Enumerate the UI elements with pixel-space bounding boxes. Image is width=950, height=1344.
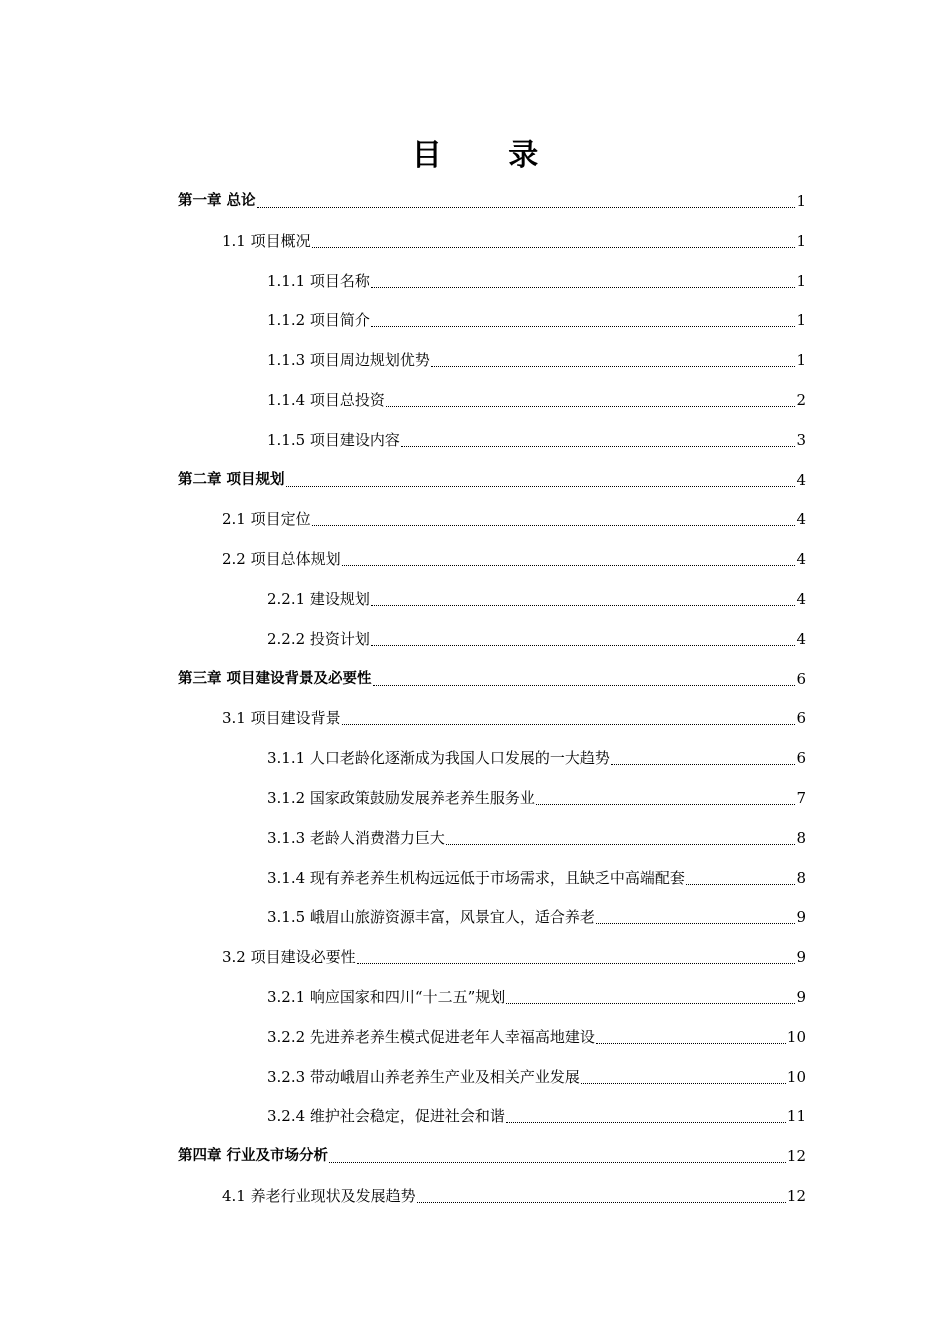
toc-entry-label: 第四章 行业及市场分析 <box>178 1148 329 1165</box>
toc-leader-dots <box>257 206 796 208</box>
toc-entry-page-number: 4 <box>796 629 806 648</box>
toc-leader-dots <box>286 485 796 487</box>
toc-entry[interactable] <box>222 539 806 579</box>
toc-entry-label: 1.1.5 项目建设内容 <box>267 430 400 449</box>
toc-entry-label: 1.1.1 项目名称 <box>267 271 370 290</box>
toc-entry[interactable] <box>267 1017 806 1057</box>
toc-leader-dots <box>342 723 796 725</box>
toc-entry-label: 3.2 项目建设必要性 <box>222 948 356 967</box>
toc-entry[interactable] <box>178 460 806 500</box>
toc-leader-dots <box>342 564 796 566</box>
toc-entry[interactable] <box>222 499 806 539</box>
toc-entry-page-number: 10 <box>786 1067 806 1086</box>
toc-entry-label: 2.2.2 投资计划 <box>267 629 370 648</box>
toc-leader-dots <box>431 365 796 367</box>
toc-entry-page-number: 1 <box>796 351 806 370</box>
toc-entry[interactable] <box>178 659 806 699</box>
toc-entry-label: 第一章 总论 <box>178 193 256 209</box>
toc-entry[interactable] <box>267 1057 806 1097</box>
toc-leader-dots <box>596 922 796 924</box>
toc-entry[interactable] <box>267 818 806 858</box>
toc-entry-label: 1.1.3 项目周边规划优势 <box>267 351 430 370</box>
toc-entry-label: 3.1.2 国家政策鼓励发展养老养生服务业 <box>267 789 535 807</box>
toc-entry[interactable] <box>222 937 806 977</box>
toc-entry[interactable] <box>222 698 806 738</box>
toc-entry[interactable] <box>267 420 806 460</box>
toc-entry-page-number: 10 <box>786 1027 806 1046</box>
toc-entry[interactable] <box>178 1136 806 1176</box>
toc-entry-page-number: 11 <box>786 1107 806 1126</box>
toc-leader-dots <box>312 246 796 248</box>
toc-leader-dots <box>386 405 796 407</box>
toc-entry[interactable] <box>267 340 806 380</box>
toc-leader-dots <box>329 1161 786 1163</box>
toc-entry-page-number: 6 <box>796 709 806 728</box>
toc-entry[interactable] <box>222 221 806 261</box>
toc-leader-dots <box>312 524 796 526</box>
toc-entry-page-number: 1 <box>796 311 806 330</box>
toc-entry[interactable] <box>267 738 806 778</box>
toc-entry-label: 3.1.3 老龄人消费潜力巨大 <box>267 828 445 847</box>
toc-entry-label: 3.1.1 人口老龄化逐渐成为我国人口发展的一大趋势 <box>267 749 610 768</box>
toc-leader-dots <box>417 1201 786 1203</box>
toc-entry-label: 3.2.2 先进养老养生模式促进老年人幸福高地建设 <box>267 1027 595 1046</box>
toc-entry-page-number: 6 <box>796 669 806 688</box>
toc-entry[interactable] <box>267 619 806 659</box>
toc-entry-page-number: 8 <box>796 828 806 847</box>
toc-entry-label: 2.1 项目定位 <box>222 510 311 529</box>
toc-leader-dots <box>401 445 796 447</box>
toc-leader-dots <box>536 803 796 805</box>
toc-entry-label: 3.2.4 维护社会稳定，促进社会和谐 <box>267 1107 505 1126</box>
toc-entry[interactable] <box>222 1176 806 1216</box>
toc-entry-page-number: 6 <box>796 749 806 768</box>
toc-entry-label: 2.2 项目总体规划 <box>222 550 341 569</box>
toc-leader-dots <box>373 684 796 686</box>
toc-leader-dots <box>686 883 796 885</box>
toc-entry[interactable] <box>267 380 806 420</box>
toc-entry-label: 3.1.4 现有养老养生机构远远低于市场需求，且缺乏中高端配套 <box>267 868 685 887</box>
toc-leader-dots <box>506 1121 786 1123</box>
toc-entry-label: 4.1 养老行业现状及发展趋势 <box>222 1187 416 1205</box>
toc-entry[interactable] <box>267 977 806 1017</box>
toc-entry-page-number: 8 <box>796 868 806 887</box>
toc-leader-dots <box>446 843 796 845</box>
toc-entry-label: 1.1 项目概况 <box>222 231 311 250</box>
toc-leader-dots <box>611 763 796 765</box>
toc-entry[interactable] <box>267 579 806 619</box>
toc-leader-dots <box>371 604 796 606</box>
toc-leader-dots <box>596 1042 786 1044</box>
toc-leader-dots <box>506 1002 795 1004</box>
toc-leader-dots <box>357 962 796 964</box>
toc-entry-page-number: 4 <box>796 590 806 608</box>
toc-entry-label: 1.1.4 项目总投资 <box>267 391 385 409</box>
toc-entry-page-number: 1 <box>796 231 806 250</box>
toc-entry-label: 3.1 项目建设背景 <box>222 709 341 728</box>
toc-entry-page-number: 1 <box>796 192 806 210</box>
toc-entry-page-number: 1 <box>796 271 806 290</box>
toc-entry[interactable] <box>267 778 806 818</box>
toc-leader-dots <box>581 1082 786 1084</box>
toc-entry-page-number: 9 <box>796 988 806 1006</box>
toc-entry-page-number: 4 <box>796 550 806 569</box>
toc-entry-page-number: 7 <box>796 789 806 807</box>
toc-entry-label: 第二章 项目规划 <box>178 471 285 488</box>
toc-entry-page-number: 4 <box>796 510 806 529</box>
toc-entry[interactable] <box>267 1096 806 1136</box>
toc-entry-page-number: 12 <box>786 1147 806 1166</box>
toc-entry-label: 第三章 项目建设背景及必要性 <box>178 670 372 687</box>
toc-entry[interactable] <box>267 261 806 301</box>
toc-entry-page-number: 12 <box>786 1187 806 1205</box>
toc-entry[interactable] <box>267 897 806 937</box>
toc-entry-label: 3.1.5 峨眉山旅游资源丰富，风景宜人，适合养老 <box>267 908 595 927</box>
toc-entry-label: 3.2.3 带动峨眉山养老养生产业及相关产业发展 <box>267 1067 580 1086</box>
toc-entry-page-number: 4 <box>796 470 806 489</box>
toc-entry-page-number: 3 <box>796 430 806 449</box>
toc-entry-label: 1.1.2 项目简介 <box>267 311 370 330</box>
toc-entry[interactable] <box>178 181 806 221</box>
toc-entry-label: 2.2.1 建设规划 <box>267 590 370 608</box>
toc-entry[interactable] <box>267 300 806 340</box>
toc-entry-label: 3.2.1 响应国家和四川“十二五”规划 <box>267 988 506 1006</box>
toc-entry-page-number: 2 <box>796 391 806 409</box>
toc-entry[interactable] <box>267 858 806 898</box>
toc-leader-dots <box>371 286 796 288</box>
toc-leader-dots <box>371 325 796 327</box>
toc-entry-page-number: 9 <box>796 908 806 927</box>
page-title: 目 录 <box>411 138 567 173</box>
toc-entry-page-number: 9 <box>796 948 806 967</box>
toc-leader-dots <box>371 644 796 646</box>
